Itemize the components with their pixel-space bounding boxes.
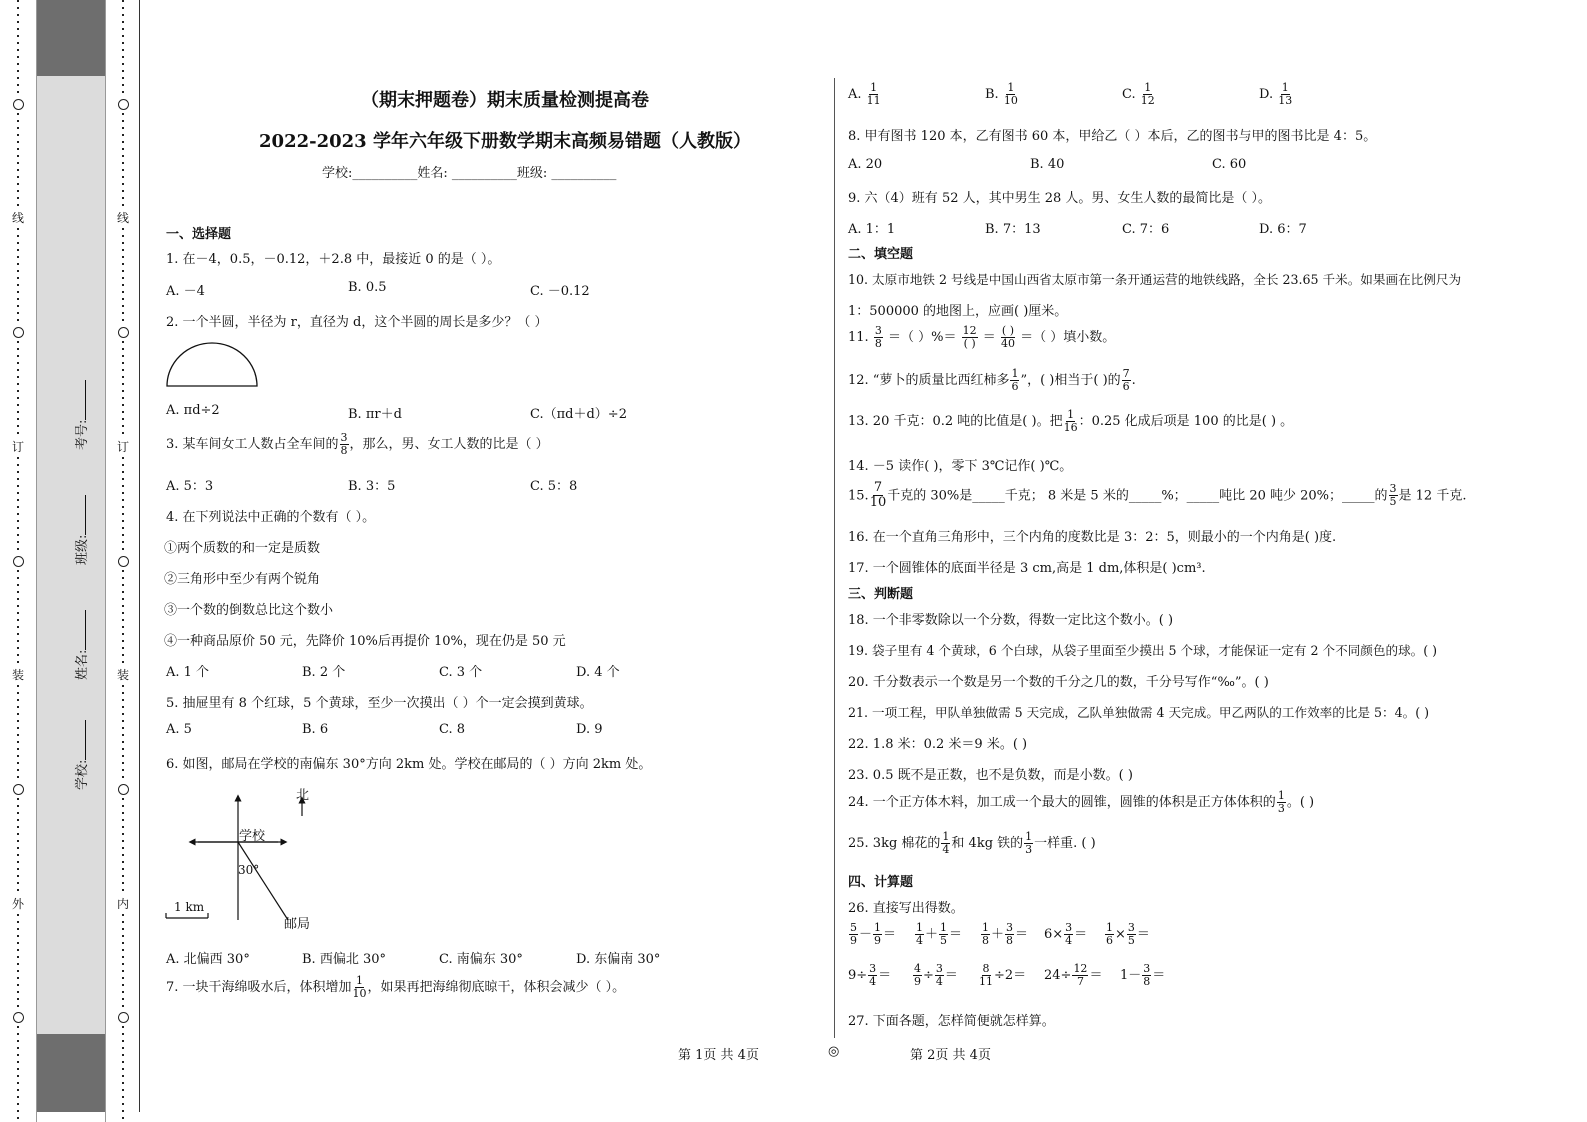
fraction: $\frac{5}{9}$ xyxy=(850,921,857,948)
student-info-line: 学校:__________姓名: __________班级: __________ xyxy=(322,166,617,181)
section-heading: 一、选择题 xyxy=(166,227,232,242)
fraction: $\frac{1}{11}$ xyxy=(866,81,881,108)
question-stem-cont: 1：500000 的地图上，应画( )厘米。 xyxy=(848,304,1068,319)
option-a: A. πd÷2 xyxy=(166,403,220,418)
option-b: B. 3：5 xyxy=(348,479,396,494)
fraction: $\frac{3}{4}$ xyxy=(1065,921,1073,948)
question-stem: 16. 在一个直角三角形中，三个内角的度数比是 3：2：5，则最小的一个内角是( )度. xyxy=(848,530,1337,545)
calc-item: 6× $\frac{3}{4}$ ＝ xyxy=(1044,921,1088,948)
binding-char: 订 xyxy=(117,439,130,454)
option-d: D. 4 个 xyxy=(576,665,620,680)
binding-char: 装 xyxy=(12,668,25,683)
option-c: C. －0.12 xyxy=(530,284,590,299)
fraction: $\frac{1}{3}$ xyxy=(1025,830,1033,857)
student-field-class: 班级: xyxy=(71,495,90,565)
post-office-label: 邮局 xyxy=(284,917,311,932)
option-d: D. $\frac{1}{13}$ xyxy=(1259,81,1293,108)
fraction: $\frac{3}{8}$ xyxy=(874,324,882,351)
calc-item: $\frac{1}{6}$ × $\frac{3}{5}$ ＝ xyxy=(1106,921,1150,948)
calc-item: 9÷ $\frac{3}{4}$ ＝ xyxy=(848,962,892,989)
question-stem: 2. 一个半圆，半径为 r，直径为 d，这个半圆的周长是多少？（ ） xyxy=(166,315,548,330)
calc-item: 1－ $\frac{3}{8}$ ＝ xyxy=(1120,962,1166,989)
question-stem: 4. 在下列说法中正确的个数有（ ）。 xyxy=(166,510,376,525)
question-stem: 23. 0.5 既不是正数，也不是负数，而是小数。( ) xyxy=(848,768,1133,783)
section-heading: 二、填空题 xyxy=(848,247,914,262)
fraction: $\frac{1}{12}$ xyxy=(1140,81,1155,108)
question-stem: 26. 直接写出得数。 xyxy=(848,901,964,916)
binding-char: 装 xyxy=(117,668,130,683)
option-b: B. 西偏北 30° xyxy=(302,952,386,967)
question-stem: 9. 六（4）班有 52 人，其中男生 28 人。男、女生人数的最简比是（ ）。 xyxy=(848,191,1272,206)
fraction: $\frac{12}{7}$ xyxy=(1073,962,1088,989)
fraction: $\frac{1}{4}$ xyxy=(942,830,950,857)
question-stem: 14. －5 读作( )，零下 3℃记作( )℃。 xyxy=(848,459,1073,474)
option-a: A. 1：1 xyxy=(848,222,896,237)
question-stem: 8. 甲有图书 120 本，乙有图书 60 本，甲给乙（ ）本后，乙的图书与甲的图书比是 4：5。 xyxy=(848,129,1377,144)
fraction: $\frac{1}{5}$ xyxy=(940,921,948,948)
fraction: $\frac{3}{8}$ xyxy=(340,431,348,458)
fraction: $\frac{( )}{40}$ xyxy=(1000,324,1015,351)
section-heading: 三、判断题 xyxy=(848,587,914,602)
fraction: $\frac{1}{16}$ xyxy=(1063,408,1078,435)
fraction: $\frac{8}{11}$ xyxy=(979,962,993,989)
statement: ①两个质数的和一定是质数 xyxy=(164,541,321,556)
statement: ④一种商品原价 50 元，先降价 10%后再提价 10%，现在仍是 50 元 xyxy=(164,634,566,649)
fraction: $\frac{1}{3}$ xyxy=(1277,789,1285,816)
fraction: $\frac{7}{10}$ xyxy=(869,480,887,511)
question-stem: 1. 在－4，0.5，－0.12，＋2.8 中，最接近 0 的是（ ）。 xyxy=(166,252,501,267)
north-label: 北 xyxy=(296,788,310,803)
option-b: B. 2 个 xyxy=(302,665,346,680)
option-a: A. 5：3 xyxy=(166,479,214,494)
binding-char: 外 xyxy=(12,896,25,911)
calc-item: 24÷ $\frac{12}{7}$ ＝ xyxy=(1044,962,1103,989)
fraction: $\frac{3}{4}$ xyxy=(869,962,877,989)
question-stem: 7. 一块干海绵吸水后，体积增加 $\frac{1}{10}$ ，如果再把海绵彻底晾干，体积会减少（ ）。 xyxy=(166,974,626,1001)
question-stem: 3. 某车间女工人数占全车间的 $\frac{3}{8}$ ，那么，男、女工人数的比是（ ） xyxy=(166,431,549,458)
option-c: C. 南偏东 30° xyxy=(439,952,523,967)
section-heading: 四、计算题 xyxy=(848,875,914,890)
school-label: 学校 xyxy=(239,829,266,844)
fraction: $\frac{1}{6}$ xyxy=(1106,921,1113,948)
question-stem: 13. 20 千克：0.2 吨的比值是( )。把 $\frac{1}{16}$ ：0.25 化成后项是 100 的比是( ) 。 xyxy=(848,408,1294,435)
fraction: $\frac{3}{8}$ xyxy=(1143,962,1151,989)
fraction: $\frac{3}{5}$ xyxy=(1127,921,1135,948)
option-c: C. $\frac{1}{12}$ xyxy=(1122,81,1155,108)
question-stem: 11. $\frac{3}{8}$ ＝（ ）%＝ $\frac{12}{( )}$ ＝ $\frac{( )}{40}$ ＝（ ）填小数。 xyxy=(848,324,1116,351)
fraction: $\frac{1}{13}$ xyxy=(1278,81,1293,108)
question-stem: 22. 1.8 米：0.2 米＝9 米。( ) xyxy=(848,737,1028,752)
option-b: B. 0.5 xyxy=(348,280,387,295)
option-d: D. 东偏南 30° xyxy=(576,952,661,967)
option-d: D. 9 xyxy=(576,722,603,737)
binding-char: 线 xyxy=(117,211,130,226)
fraction: $\frac{1}{8}$ xyxy=(982,921,989,948)
scale-label: 1 km xyxy=(174,900,205,914)
option-a: A. 5 xyxy=(166,722,192,737)
fraction: $\frac{3}{4}$ xyxy=(935,962,943,989)
student-field-id: 考号: xyxy=(71,380,90,450)
question-stem: 20. 千分数表示一个数是另一个数的千分之几的数，千分号写作“‰”。( ) xyxy=(848,675,1269,690)
fraction: $\frac{1}{10}$ xyxy=(352,974,367,1001)
option-a: A. 北偏西 30° xyxy=(166,952,250,967)
option-c: C. 8 xyxy=(439,722,466,737)
page-number-left: 第 1页 共 4页 xyxy=(678,1048,759,1063)
exam-title-line2: 2022-2023 学年六年级下册数学期末高频易错题（人教版） xyxy=(259,131,751,152)
question-stem: 27. 下面各题，怎样简便就怎样算。 xyxy=(848,1014,1055,1029)
option-c: C. 3 个 xyxy=(439,665,483,680)
calc-item: $\frac{1}{8}$ ＋ $\frac{3}{8}$ ＝ xyxy=(982,921,1029,948)
fraction: $\frac{7}{6}$ xyxy=(1122,367,1130,394)
question-stem: 12. “萝卜的质量比西红柿多 $\frac{1}{6}$ ”，( )相当于( )的 $\frac{7}{6}$ . xyxy=(848,367,1136,394)
option-b: B. 40 xyxy=(1030,157,1065,172)
question-stem: 17. 一个圆锥体的底面半径是 3 cm,高是 1 dm,体积是( )cm³. xyxy=(848,561,1206,576)
binding-char: 订 xyxy=(12,439,25,454)
option-b: B. $\frac{1}{10}$ xyxy=(985,81,1018,108)
student-field-name: 姓名: xyxy=(71,610,90,680)
footer-symbol: ◎ xyxy=(828,1044,840,1059)
calc-item: $\frac{8}{11}$ ÷2＝ xyxy=(979,962,1027,989)
option-b: B. 7：13 xyxy=(985,222,1041,237)
option-c: C. 7：6 xyxy=(1122,222,1170,237)
fraction: $\frac{3}{8}$ xyxy=(1006,921,1014,948)
fraction: $\frac{1}{6}$ xyxy=(1011,367,1019,394)
option-a: A. 20 xyxy=(848,157,883,172)
option-d: D. 6：7 xyxy=(1259,222,1307,237)
statement: ③一个数的倒数总比这个数小 xyxy=(164,603,334,618)
option-a: A. $\frac{1}{11}$ xyxy=(848,81,881,108)
option-c: C.（πd＋d）÷2 xyxy=(530,407,627,422)
option-b: B. 6 xyxy=(302,722,329,737)
question-stem: 24. 一个正方体木料，加工成一个最大的圆锥，圆锥的体积是正方体体积的 $\frac{1}{3}$ 。( ) xyxy=(848,789,1315,816)
option-c: C. 60 xyxy=(1212,157,1247,172)
fraction: $\frac{1}{10}$ xyxy=(1003,81,1018,108)
question-stem: 5. 抽屉里有 8 个红球，5 个黄球，至少一次摸出（ ）个一定会摸到黄球。 xyxy=(166,696,593,711)
calc-item: $\frac{4}{9}$ ÷ $\frac{3}{4}$ ＝ xyxy=(914,962,958,989)
option-c: C. 5：8 xyxy=(530,479,578,494)
binding-char: 内 xyxy=(117,896,130,911)
angle-label: 30° xyxy=(238,863,260,877)
option-a: A. 1 个 xyxy=(166,665,210,680)
fraction: $\frac{3}{5}$ xyxy=(1389,482,1397,509)
page-number-right: 第 2页 共 4页 xyxy=(910,1048,991,1063)
question-stem: 21. 一项工程，甲队单独做需 5 天完成，乙队单独做需 4 天完成。甲乙两队的工作效率的比是 5：4。( ) xyxy=(848,705,1430,720)
fraction: $\frac{1}{9}$ xyxy=(874,921,882,948)
question-stem: 19. 袋子里有 4 个黄球，6 个白球，从袋子里面至少摸出 5 个球，才能保证一定有 2 个不同颜色的球。( ) xyxy=(848,643,1438,658)
option-b: B. πr＋d xyxy=(348,407,402,422)
fraction: $\frac{12}{( )}$ xyxy=(962,324,977,351)
student-field-school: 学校: xyxy=(71,720,90,790)
calc-item: $\frac{1}{4}$ ＋ $\frac{1}{5}$ ＝ xyxy=(916,921,963,948)
fraction: $\frac{1}{4}$ xyxy=(916,921,923,948)
question-stem: 18. 一个非零数除以一个分数，得数一定比这个数小。( ) xyxy=(848,613,1174,628)
fraction: $\frac{4}{9}$ xyxy=(914,962,921,989)
question-stem: 25. 3kg 棉花的 $\frac{1}{4}$ 和 4kg 铁的 $\frac{1}{3}$ 一样重. ( ) xyxy=(848,830,1096,857)
question-stem: 6. 如图，邮局在学校的南偏东 30°方向 2km 处。学校在邮局的（ ）方向 2km 处。 xyxy=(166,757,652,772)
question-stem: 10. 太原市地铁 2 号线是中国山西省太原市第一条开通运营的地铁线路，全长 23.65 千米。如果画在比例尺为 xyxy=(848,272,1462,287)
option-a: A. －4 xyxy=(166,284,205,299)
semicircle-figure xyxy=(164,340,260,390)
question-stem: 15. $\frac{7}{10}$ 千克的 30%是_____千克； 8 米是 5 米的_____%；_____吨比 20 吨少 20%；_____的 $\frac{3}{5}$ 是 12 千克. xyxy=(848,480,1467,511)
exam-title-line1: （期末押题卷）期末质量检测提高卷 xyxy=(361,90,649,111)
statement: ②三角形中至少有两个锐角 xyxy=(164,572,321,587)
calc-item: $\frac{5}{9}$ － $\frac{1}{9}$ ＝ xyxy=(850,921,897,948)
binding-char: 线 xyxy=(12,211,25,226)
